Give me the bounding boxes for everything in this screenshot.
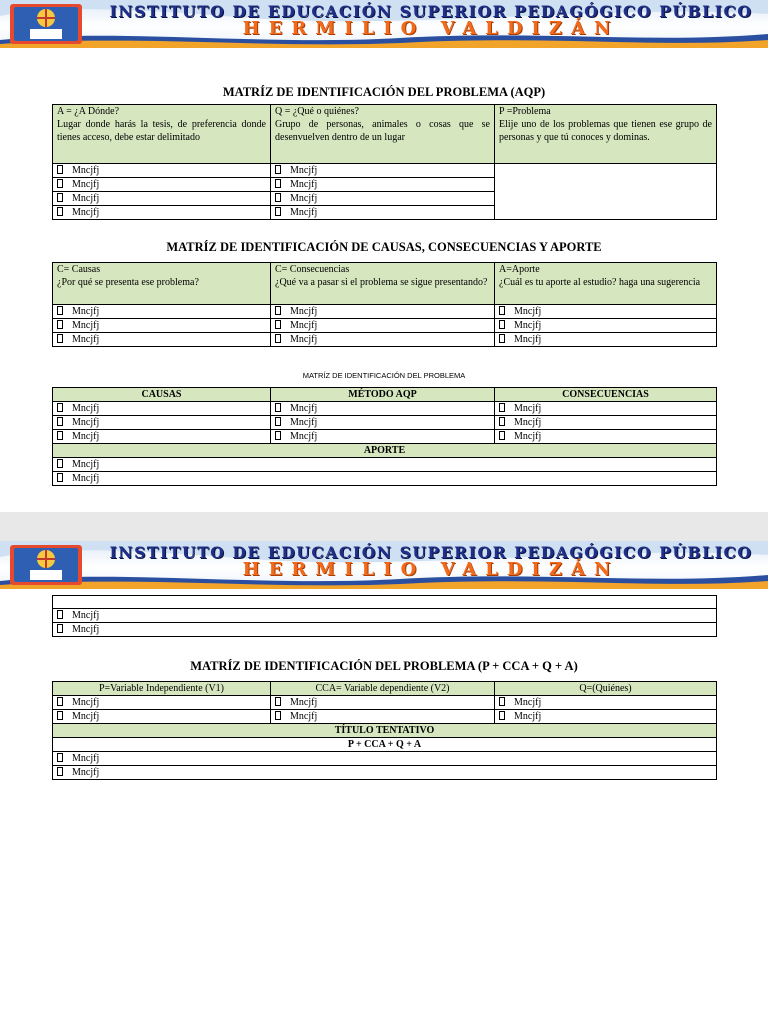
table-cell: Mncjfj xyxy=(495,416,717,430)
aqp-table xyxy=(52,104,717,220)
continuation-table xyxy=(52,595,717,637)
table-cell: Mncjfj xyxy=(53,206,271,220)
bullet-icon xyxy=(57,179,63,188)
bullet-icon xyxy=(275,697,281,706)
table-cell: Mncjfj xyxy=(495,430,717,444)
bullet-icon xyxy=(499,417,505,426)
bullet-icon xyxy=(275,334,281,343)
table-cell: Mncjfj xyxy=(495,696,717,710)
table-cell: Mncjfj xyxy=(53,402,271,416)
bullet-icon xyxy=(57,193,63,202)
bullet-icon xyxy=(275,193,281,202)
institute-logo xyxy=(6,2,86,46)
table-cell: Mncjfj xyxy=(271,178,495,192)
bullet-icon xyxy=(499,320,505,329)
independent-variable-header: P=Variable Independiente (V1) xyxy=(53,682,271,696)
causes-header: C= Causas xyxy=(57,264,101,275)
page-break xyxy=(0,512,768,542)
table-cell: Mncjfj xyxy=(53,472,717,486)
a-header: A = ¿A Dónde? xyxy=(57,106,120,117)
section1-title: MATRÍZ DE IDENTIFICACIÓN DEL PROBLEMA (AQP) xyxy=(222,85,546,99)
consequences-column-header: CONSECUENCIAS xyxy=(495,388,717,402)
table-cell: Mncjfj xyxy=(271,206,495,220)
table-cell: Mncjfj xyxy=(53,696,271,710)
table-cell: Mncjfj xyxy=(271,164,495,178)
method-column-header: MÉTODO AQP xyxy=(271,388,495,402)
contribution-description: ¿Cuál es tu aporte al estudio? haga una sugerencia xyxy=(499,277,701,288)
table-cell: Mncjfj xyxy=(53,305,271,319)
aqp-method-table xyxy=(52,387,717,486)
p-empty-cell xyxy=(495,164,717,220)
bullet-icon xyxy=(499,711,505,720)
bullet-icon xyxy=(57,334,63,343)
a-description: Lugar donde harás la tesis, de preferencia donde tienes acceso, debe estar delimitado xyxy=(57,119,266,143)
bullet-icon xyxy=(275,207,281,216)
bullet-icon xyxy=(57,165,63,174)
section3-title: MATRÍZ DE IDENTIFICACIÓN DEL PROBLEMA xyxy=(302,371,466,380)
variables-table xyxy=(52,681,717,780)
bullet-icon xyxy=(499,306,505,315)
bullet-icon xyxy=(57,417,63,426)
bullet-icon xyxy=(57,767,63,776)
table-cell: Mncjfj xyxy=(271,192,495,206)
tentative-title-header: TÍTULO TENTATIVO xyxy=(53,724,717,738)
a-header-cell xyxy=(53,105,271,164)
consequences-header: C= Consecuencias xyxy=(275,264,350,275)
causes-header-cell xyxy=(53,263,271,305)
contribution-header-cell xyxy=(495,263,717,305)
institute-subname: HERMILIO VALDIZÁN xyxy=(242,559,620,580)
table-cell: Mncjfj xyxy=(271,430,495,444)
dependent-variable-header: CCA= Variable dependiente (V2) xyxy=(271,682,495,696)
bullet-icon xyxy=(57,431,63,440)
table-cell: Mncjfj xyxy=(53,766,717,780)
bullet-icon xyxy=(275,711,281,720)
table-cell: Mncjfj xyxy=(53,752,717,766)
bullet-icon xyxy=(499,697,505,706)
table-cell: Mncjfj xyxy=(53,416,271,430)
bullet-icon xyxy=(275,165,281,174)
table-cell: Mncjfj xyxy=(271,319,495,333)
table-cell: Mncjfj xyxy=(495,333,717,347)
q-description: Grupo de personas, animales o cosas que se desenvuelven dentro de un lugar xyxy=(275,119,490,143)
causes-column-header: CAUSAS xyxy=(53,388,271,402)
bullet-icon xyxy=(499,403,505,412)
bullet-icon xyxy=(57,697,63,706)
bullet-icon xyxy=(275,403,281,412)
table-cell: Mncjfj xyxy=(53,333,271,347)
bullet-icon xyxy=(275,179,281,188)
table-cell: Mncjfj xyxy=(495,319,717,333)
table-cell: Mncjfj xyxy=(495,305,717,319)
table-cell: Mncjfj xyxy=(53,430,271,444)
bullet-icon xyxy=(275,306,281,315)
table-cell: Mncjfj xyxy=(53,192,271,206)
table-cell: Mncjfj xyxy=(271,305,495,319)
table-cell: Mncjfj xyxy=(271,402,495,416)
p-description: Elije uno de los problemas que tienen ese grupo de personas y que tú conoces y dominas. xyxy=(499,119,712,143)
bullet-icon xyxy=(57,306,63,315)
table-cell: Mncjfj xyxy=(53,319,271,333)
table-cell: Mncjfj xyxy=(495,402,717,416)
q-header-cell xyxy=(271,105,495,164)
bullet-icon xyxy=(275,417,281,426)
formula-row: P + CCA + Q + A xyxy=(53,738,717,752)
table-cell: Mncjfj xyxy=(53,164,271,178)
bullet-icon xyxy=(57,753,63,762)
header-banner-page2 xyxy=(0,541,768,589)
q-header: Q = ¿Qué o quiénes? xyxy=(275,106,359,117)
table-cell: Mncjfj xyxy=(271,333,495,347)
header-banner xyxy=(0,0,768,48)
bullet-icon xyxy=(57,403,63,412)
p-header: P =Problema xyxy=(499,106,551,117)
bullet-icon xyxy=(57,624,63,633)
bullet-icon xyxy=(275,431,281,440)
table-cell: Mncjfj xyxy=(53,458,717,472)
section2-title: MATRÍZ DE IDENTIFICACIÓN DE CAUSAS, CONSECUENCIAS Y APORTE xyxy=(166,240,602,254)
p-header-cell xyxy=(495,105,717,164)
bullet-icon xyxy=(275,320,281,329)
table-cell: Mncjfj xyxy=(53,623,717,637)
bullet-icon xyxy=(499,334,505,343)
table-cell xyxy=(53,596,717,609)
consequences-header-cell xyxy=(271,263,495,305)
bullet-icon xyxy=(57,320,63,329)
table-cell: Mncjfj xyxy=(53,178,271,192)
consequences-description: ¿Qué va a pasar si el problema se sigue presentando? xyxy=(275,277,488,288)
institute-name: INSTITUTO DE EDUCACIÓN SUPERIOR PEDAGÓGICO PÚBLICO xyxy=(109,543,753,562)
institute-name: INSTITUTO DE EDUCACIÓN SUPERIOR PEDAGÓGICO PÚBLICO xyxy=(109,2,753,21)
causes-table xyxy=(52,262,717,347)
table-cell: Mncjfj xyxy=(271,696,495,710)
bullet-icon xyxy=(57,459,63,468)
table-cell: Mncjfj xyxy=(495,710,717,724)
bullet-icon xyxy=(57,610,63,619)
table-cell: Mncjfj xyxy=(53,710,271,724)
table-cell: Mncjfj xyxy=(53,609,717,623)
table-cell: Mncjfj xyxy=(271,416,495,430)
section5-title: MATRÍZ DE IDENTIFICACIÓN DEL PROBLEMA (P + CCA + Q + A) xyxy=(190,659,578,673)
institute-subname: HERMILIO VALDIZÁN xyxy=(242,18,620,39)
bullet-icon xyxy=(57,711,63,720)
institute-logo xyxy=(6,543,86,587)
bullet-icon xyxy=(57,473,63,482)
causes-description: ¿Por qué se presenta ese problema? xyxy=(57,277,199,288)
who-header: Q=(Quiénes) xyxy=(495,682,717,696)
aporte-row-header: APORTE xyxy=(53,444,717,458)
table-cell: Mncjfj xyxy=(271,710,495,724)
bullet-icon xyxy=(499,431,505,440)
contribution-header: A=Aporte xyxy=(499,264,540,275)
bullet-icon xyxy=(57,207,63,216)
